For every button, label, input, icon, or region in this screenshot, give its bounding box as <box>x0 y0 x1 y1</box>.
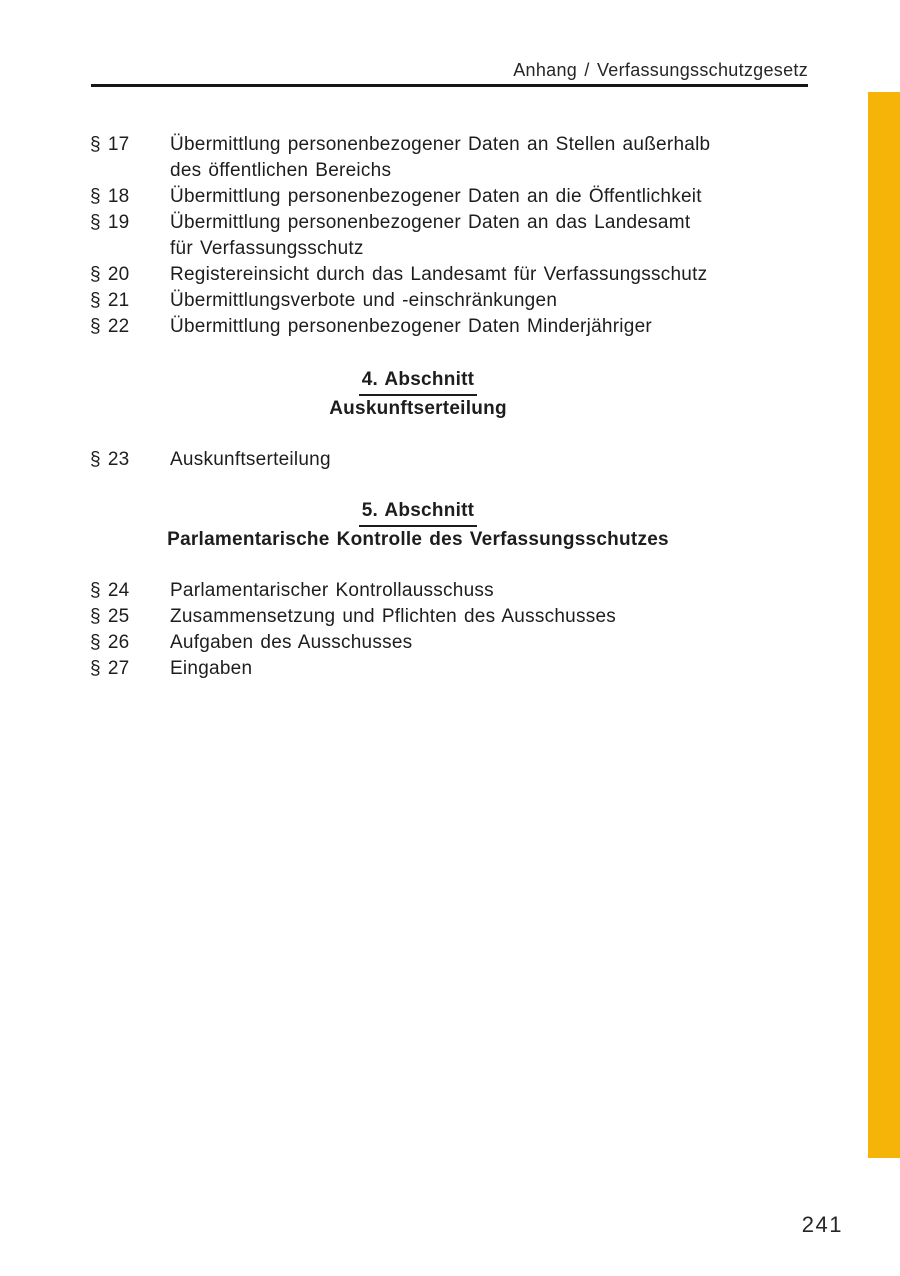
paragraph-label: § 27 <box>90 658 130 679</box>
paragraph-title <box>170 604 746 630</box>
toc-entry <box>90 578 746 604</box>
title-line: Übermittlung personenbezogener Daten an die Öffentlichkeit <box>170 186 702 207</box>
title-line: Übermittlungsverbote und -einschränkungen <box>170 290 558 311</box>
section-heading-5 <box>90 498 746 552</box>
paragraph-title <box>170 630 746 656</box>
paragraph-title <box>170 262 746 288</box>
toc-entry <box>90 630 746 656</box>
toc-entry <box>90 656 746 682</box>
title-line: Zusammensetzung und Pflichten des Ausschusses <box>170 606 617 627</box>
page-number: 241 <box>801 1212 843 1237</box>
toc-entry <box>90 184 746 210</box>
paragraph-label: § 19 <box>90 212 130 233</box>
title-line: Parlamentarischer Kontrollausschuss <box>170 580 494 601</box>
toc-entry <box>90 132 746 184</box>
running-header: Anhang / Verfassungsschutzgesetz <box>513 60 808 80</box>
section-title: Auskunftserteilung <box>329 398 507 419</box>
section-number-text: 4. Abschnitt <box>359 367 478 396</box>
paragraph-label: § 21 <box>90 290 130 311</box>
toc-entry <box>90 447 746 473</box>
paragraph-title <box>170 132 746 184</box>
paragraph-title <box>170 447 746 473</box>
paragraph-title <box>170 210 746 262</box>
section-heading-4 <box>90 367 746 421</box>
accent-bar <box>868 92 900 1158</box>
table-of-contents <box>90 132 746 682</box>
paragraph-label: § 17 <box>90 134 130 155</box>
title-line: Übermittlung personenbezogener Daten Minderjähriger <box>170 316 652 337</box>
paragraph-label: § 24 <box>90 580 130 601</box>
paragraph-title <box>170 184 746 210</box>
title-line: Eingaben <box>170 658 253 679</box>
title-line: Registereinsicht durch das Landesamt für Verfassungsschutz <box>170 264 708 285</box>
paragraph-label: § 26 <box>90 632 130 653</box>
title-line: Übermittlung personenbezogener Daten an das Landesamt <box>170 212 691 233</box>
header-rule <box>91 84 808 87</box>
title-line: Aufgaben des Ausschusses <box>170 632 413 653</box>
section-number <box>90 367 746 396</box>
title-line: Übermittlung personenbezogener Daten an Stellen außerhalb <box>170 134 711 155</box>
paragraph-label: § 25 <box>90 606 130 627</box>
section-number <box>90 498 746 527</box>
paragraph-label: § 22 <box>90 316 130 337</box>
toc-entry <box>90 288 746 314</box>
title-line: Auskunftserteilung <box>170 449 331 470</box>
toc-entry <box>90 604 746 630</box>
toc-entry <box>90 210 746 262</box>
paragraph-label: § 18 <box>90 186 130 207</box>
paragraph-title <box>170 314 746 340</box>
toc-entry <box>90 262 746 288</box>
title-line: für Verfassungsschutz <box>170 238 364 259</box>
toc-entry <box>90 314 746 340</box>
paragraph-title <box>170 656 746 682</box>
section-title: Parlamentarische Kontrolle des Verfassungsschutzes <box>167 529 669 550</box>
paragraph-label: § 23 <box>90 449 130 470</box>
title-line: des öffentlichen Bereichs <box>170 160 392 181</box>
section-number-text: 5. Abschnitt <box>359 498 478 527</box>
paragraph-title <box>170 578 746 604</box>
paragraph-label: § 20 <box>90 264 130 285</box>
paragraph-title <box>170 288 746 314</box>
